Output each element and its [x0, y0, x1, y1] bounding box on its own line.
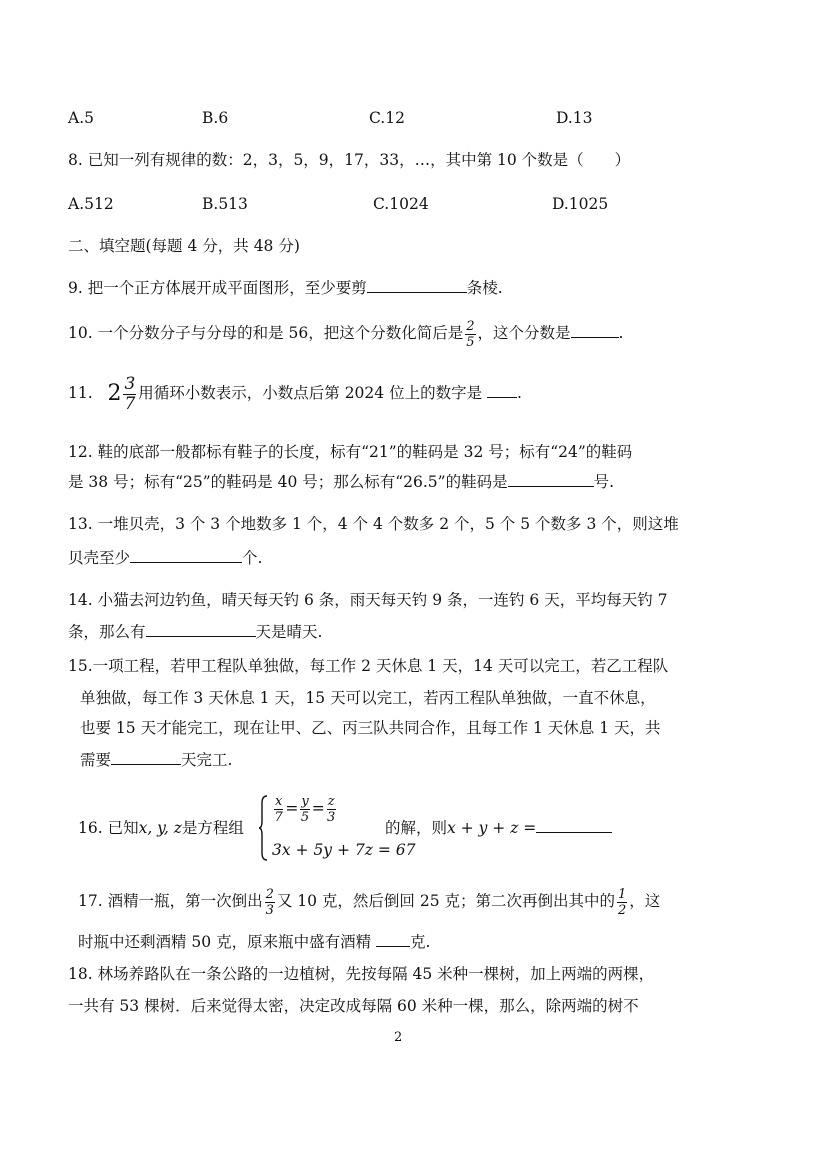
q13-line1: 13. 一堆贝壳，3 个 3 个地数多 1 个，4 个 4 个数多 2 个，5 个 5 个数多 3 个，则这堆 [68, 515, 679, 533]
answer-blank [571, 323, 619, 338]
q11-tail: . [517, 384, 522, 402]
q11-fraction [123, 373, 136, 414]
q8-option-d: D.1025 [552, 195, 609, 213]
fraction-denominator: 5 [466, 334, 475, 350]
answer-blank [487, 383, 517, 398]
q17-line2-text: 时瓶中还剩酒精 50 克，原来瓶中盛有酒精 [78, 933, 372, 951]
q15-line1: 15.一项工程，若甲工程队单独做，每工作 2 天休息 1 天，14 天可以完工，若乙工程队 [68, 657, 669, 675]
fraction-denominator: 7 [124, 393, 136, 414]
q8-option-a: A.512 [68, 195, 114, 213]
answer-blank [111, 750, 181, 765]
q17-text-post: ，这 [629, 892, 661, 910]
section-heading: 二、填空题(每题 4 分，共 48 分) [68, 237, 300, 255]
page-number: 2 [394, 1030, 403, 1045]
fraction-numerator: 3 [124, 373, 136, 394]
q15-tail: 天完工. [181, 751, 233, 769]
answer-blank [536, 818, 612, 833]
q16-lead [78, 818, 244, 838]
equation-1: $\frac{x}{7}$ = $\frac{y}{5}$ = $\frac{z}{3}$ [274, 794, 336, 825]
q9-tail: 条棱. [466, 279, 503, 297]
answer-blank [376, 932, 410, 947]
q11-text: 用循环小数表示，小数点后第 2024 位上的数字是 [138, 384, 483, 402]
q16-text-post: 的解，则 [385, 819, 448, 837]
q13-line2 [68, 548, 262, 568]
fraction-numerator: y [301, 794, 309, 809]
eq1-fraction-x [274, 795, 283, 824]
q14-line2 [68, 622, 322, 642]
eq1-fraction-y [300, 795, 309, 824]
fraction-denominator: 5 [300, 810, 310, 825]
q17-tail: 克. [410, 933, 431, 951]
equation-system [258, 794, 416, 865]
fraction-denominator: 3 [326, 810, 336, 825]
q15-line3: 也要 15 天才能完工，现在让甲、乙、丙三队共同合作，且每工作 1 天休息 1 天，共 [80, 719, 661, 737]
answer-blank [367, 278, 467, 293]
q16-vars: x, y, z [138, 819, 182, 837]
q17-fraction-1 [265, 888, 275, 917]
fraction-numerator: z [327, 794, 335, 809]
left-brace-icon [258, 795, 268, 861]
answer-blank [130, 548, 242, 563]
q10-tail: . [618, 324, 624, 342]
q8-option-c: C.1024 [373, 195, 429, 213]
q7-option-c: C.12 [369, 109, 405, 127]
q8-option-b: B.513 [202, 195, 248, 213]
fraction-denominator: 7 [274, 810, 283, 825]
fraction-numerator: 1 [618, 886, 627, 902]
q15-line4 [80, 750, 232, 770]
q9-text: 9. 把一个正方体展开成平面图形，至少要剪 [68, 279, 367, 297]
answer-blank [508, 472, 594, 487]
q9 [68, 278, 503, 298]
q14-tail: 天是晴天. [255, 623, 323, 641]
q18-line1: 18. 林场养路队在一条公路的一边植树，先按每隔 45 米种一棵树，加上两端的两棵， [68, 965, 655, 983]
q15-line4-text: 需要 [80, 751, 112, 769]
q10-text: 10. 一个分数分子与分母的和是 56，把这个分数化简后是 [68, 324, 464, 342]
q11 [68, 368, 522, 419]
q17-text: 17. 酒精一瓶，第一次倒出 [78, 892, 263, 910]
fraction-numerator: 2 [466, 318, 475, 334]
q15-line2: 单独做，每工作 3 天休息 1 天，15 天可以完工，若丙工程队单独做，一直不休息， [80, 689, 656, 707]
q18-line2: 一共有 53 棵树．后来觉得太密，决定改成每隔 60 米种一棵，那么，除两端的树不 [68, 997, 639, 1015]
q7-option-b: B.6 [202, 109, 229, 127]
q16-expr: x + y + z = [447, 819, 537, 837]
q8-text: 8. 已知一列有规律的数：2，3，5，9，17，33，…，其中第 10 个数是（ ） [68, 151, 631, 169]
q16-tail-line [385, 818, 612, 838]
fraction-numerator: x [275, 794, 283, 809]
q13-line2-text: 贝壳至少 [68, 549, 131, 567]
q11-number: 11. [68, 384, 93, 402]
q10 [68, 316, 623, 350]
q10-fraction [465, 320, 475, 349]
q12-line2 [68, 472, 614, 492]
q12-line1: 12. 鞋的底部一般都标有鞋子的长度，标有“21”的鞋码是 32 号；标有“24”的鞋码 [68, 443, 633, 461]
q17-line2 [78, 932, 430, 952]
q17-text-mid: 又 10 克，然后倒回 25 克；第二次再倒出其中的 [276, 892, 616, 910]
q17-fraction-2 [617, 888, 627, 917]
q10-text-mid: ，这个分数是 [477, 324, 571, 342]
q16-text-mid: 是方程组 [181, 819, 244, 837]
equation-2: 3x + 5y + 7z = 67 [272, 841, 416, 859]
q12-tail: 号. [593, 473, 615, 491]
fraction-denominator: 2 [618, 902, 627, 918]
q13-tail: 个. [242, 549, 263, 567]
q7-option-d: D.13 [556, 109, 593, 127]
fraction-denominator: 3 [265, 902, 274, 918]
mixed-number-integer: 2 [107, 381, 122, 406]
fraction-numerator: 2 [265, 886, 274, 902]
q14-line2-text: 条，那么有 [68, 623, 146, 641]
eq1-fraction-z [327, 795, 336, 824]
answer-blank [146, 622, 256, 637]
q17-line1 [78, 884, 660, 918]
q12-line2-text: 是 38 号；标有“25”的鞋码是 40 号；那么标有“26.5”的鞋码是 [68, 473, 508, 491]
q16-text: 16. 已知 [78, 819, 139, 837]
q14-line1: 14. 小猫去河边钓鱼，晴天每天钓 6 条，雨天每天钓 9 条，一连钓 6 天，平均每天钓 7 [68, 591, 668, 609]
q7-option-a: A.5 [68, 109, 94, 127]
